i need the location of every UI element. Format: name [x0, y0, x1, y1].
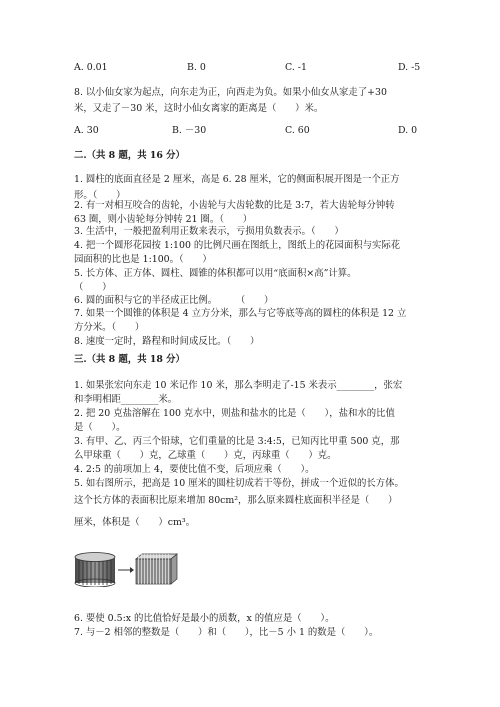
cylinder-to-cuboid-figure [74, 551, 178, 587]
q8-option-a[interactable]: A. 30 [74, 125, 99, 136]
q8-option-d[interactable]: D. 0 [398, 125, 418, 136]
s2-line: 63 圈，则小齿轮每分钟转 21 圈。（ ） [74, 214, 253, 225]
section-3-heading: 三.（共 8 题，共 18 分） [74, 354, 185, 365]
s3-line: 7. 与－2 相邻的整数是（ ）和（ ），比－5 小 1 的数是（ ）。 [74, 627, 379, 638]
s3-line: 和李明相距________米。 [74, 394, 178, 405]
s2-line: （ ） [74, 282, 112, 293]
s3-line: 2. 把 20 克盐溶解在 100 克水中，则盐和盐水的比是（ ），盐和水的比值 [74, 408, 395, 419]
q7-option-a[interactable]: A. 0.01 [74, 62, 108, 73]
s3-line: 4. 2:5 的前项加上 4，要使比值不变，后项应乘（ ）。 [74, 464, 315, 475]
q8-option-c[interactable]: C. 60 [285, 125, 310, 136]
q8-option-b[interactable]: B. －30 [172, 125, 207, 136]
s2-line: 4. 把一个圆形花园按 1:100 的比例尺画在图纸上，图纸上的花园面积与实际花 [74, 240, 401, 251]
s2-line: 3. 生活中，一般把盈利用正数来表示，亏损用负数表示。（ ） [74, 226, 344, 237]
arrow-right-icon [118, 567, 134, 573]
s2-line: 园面积的比也是 1:100。（ ） [74, 254, 212, 265]
cylinder-shape [75, 553, 115, 588]
q7-option-c[interactable]: C. -1 [285, 62, 307, 73]
s3-line: 1. 如果张宏向东走 10 米记作 10 米，那么李明走了-15 米表示________，张宏 [74, 380, 403, 391]
section-2-heading: 二.（共 8 题，共 16 分） [74, 150, 185, 161]
s2-line: 5. 长方体、正方体、圆柱、圆锥的体积都可以用“底面积×高”计算。 [74, 268, 357, 279]
s3-line: 厘米，体积是（ ）cm³。 [74, 517, 196, 528]
s3-line: 这个长方体的表面积比原来增加 80cm²，那么原来圆柱底面积半径是（ ） [74, 495, 398, 506]
s3-line: 3. 有甲、乙、丙三个铅球，它们重量的比是 3:4:5，已知丙比甲重 500 克，那 [74, 436, 400, 447]
q8-text-line-2: 米，又走了－30 米，这时小仙女离家的距离是（ ）米。 [74, 103, 324, 114]
q7-option-d[interactable]: D. -5 [398, 62, 421, 73]
s2-line: 方分米。（ ） [74, 322, 145, 333]
q7-option-b[interactable]: B. 0 [187, 62, 206, 73]
s2-line: 7. 如果一个圆锥的体积是 4 立方分米，那么与它等底等高的圆柱的体积是 12 立 [74, 308, 407, 319]
cuboid-shape [136, 554, 177, 584]
s3-line: 6. 要使 0.5:x 的比值恰好是最小的质数，x 的值应是（ ）。 [74, 613, 335, 624]
s3-line: 5. 如右图所示，把高是 10 厘米的圆柱切成若干等份，拼成一个近似的长方体。 [74, 478, 404, 489]
s2-line: 8. 速度一定时，路程和时间成反比。（ ） [74, 336, 260, 347]
q8-text-line-1: 8. 以小仙女家为起点，向东走为正，向西走为负。如果小仙女从家走了+30 [74, 87, 387, 98]
s3-line: 是（ ）。 [74, 422, 126, 433]
s2-line: 形。（ ） [74, 190, 126, 201]
s2-line: 1. 圆柱的底面直径是 2 厘米，高是 6. 28 厘米，它的侧面积展开图是一个正方 [74, 174, 400, 185]
s3-line: 么甲球重（ ）克，乙球重（ ）克，丙球重（ ）克。 [74, 450, 337, 461]
s2-line: 6. 圆的面积与它的半径成正比例。 （ ） [74, 295, 274, 306]
s2-line: 2. 有一对相互咬合的齿轮，小齿轮与大齿轮数的比是 3:7，若大齿轮每分钟转 [74, 200, 395, 211]
